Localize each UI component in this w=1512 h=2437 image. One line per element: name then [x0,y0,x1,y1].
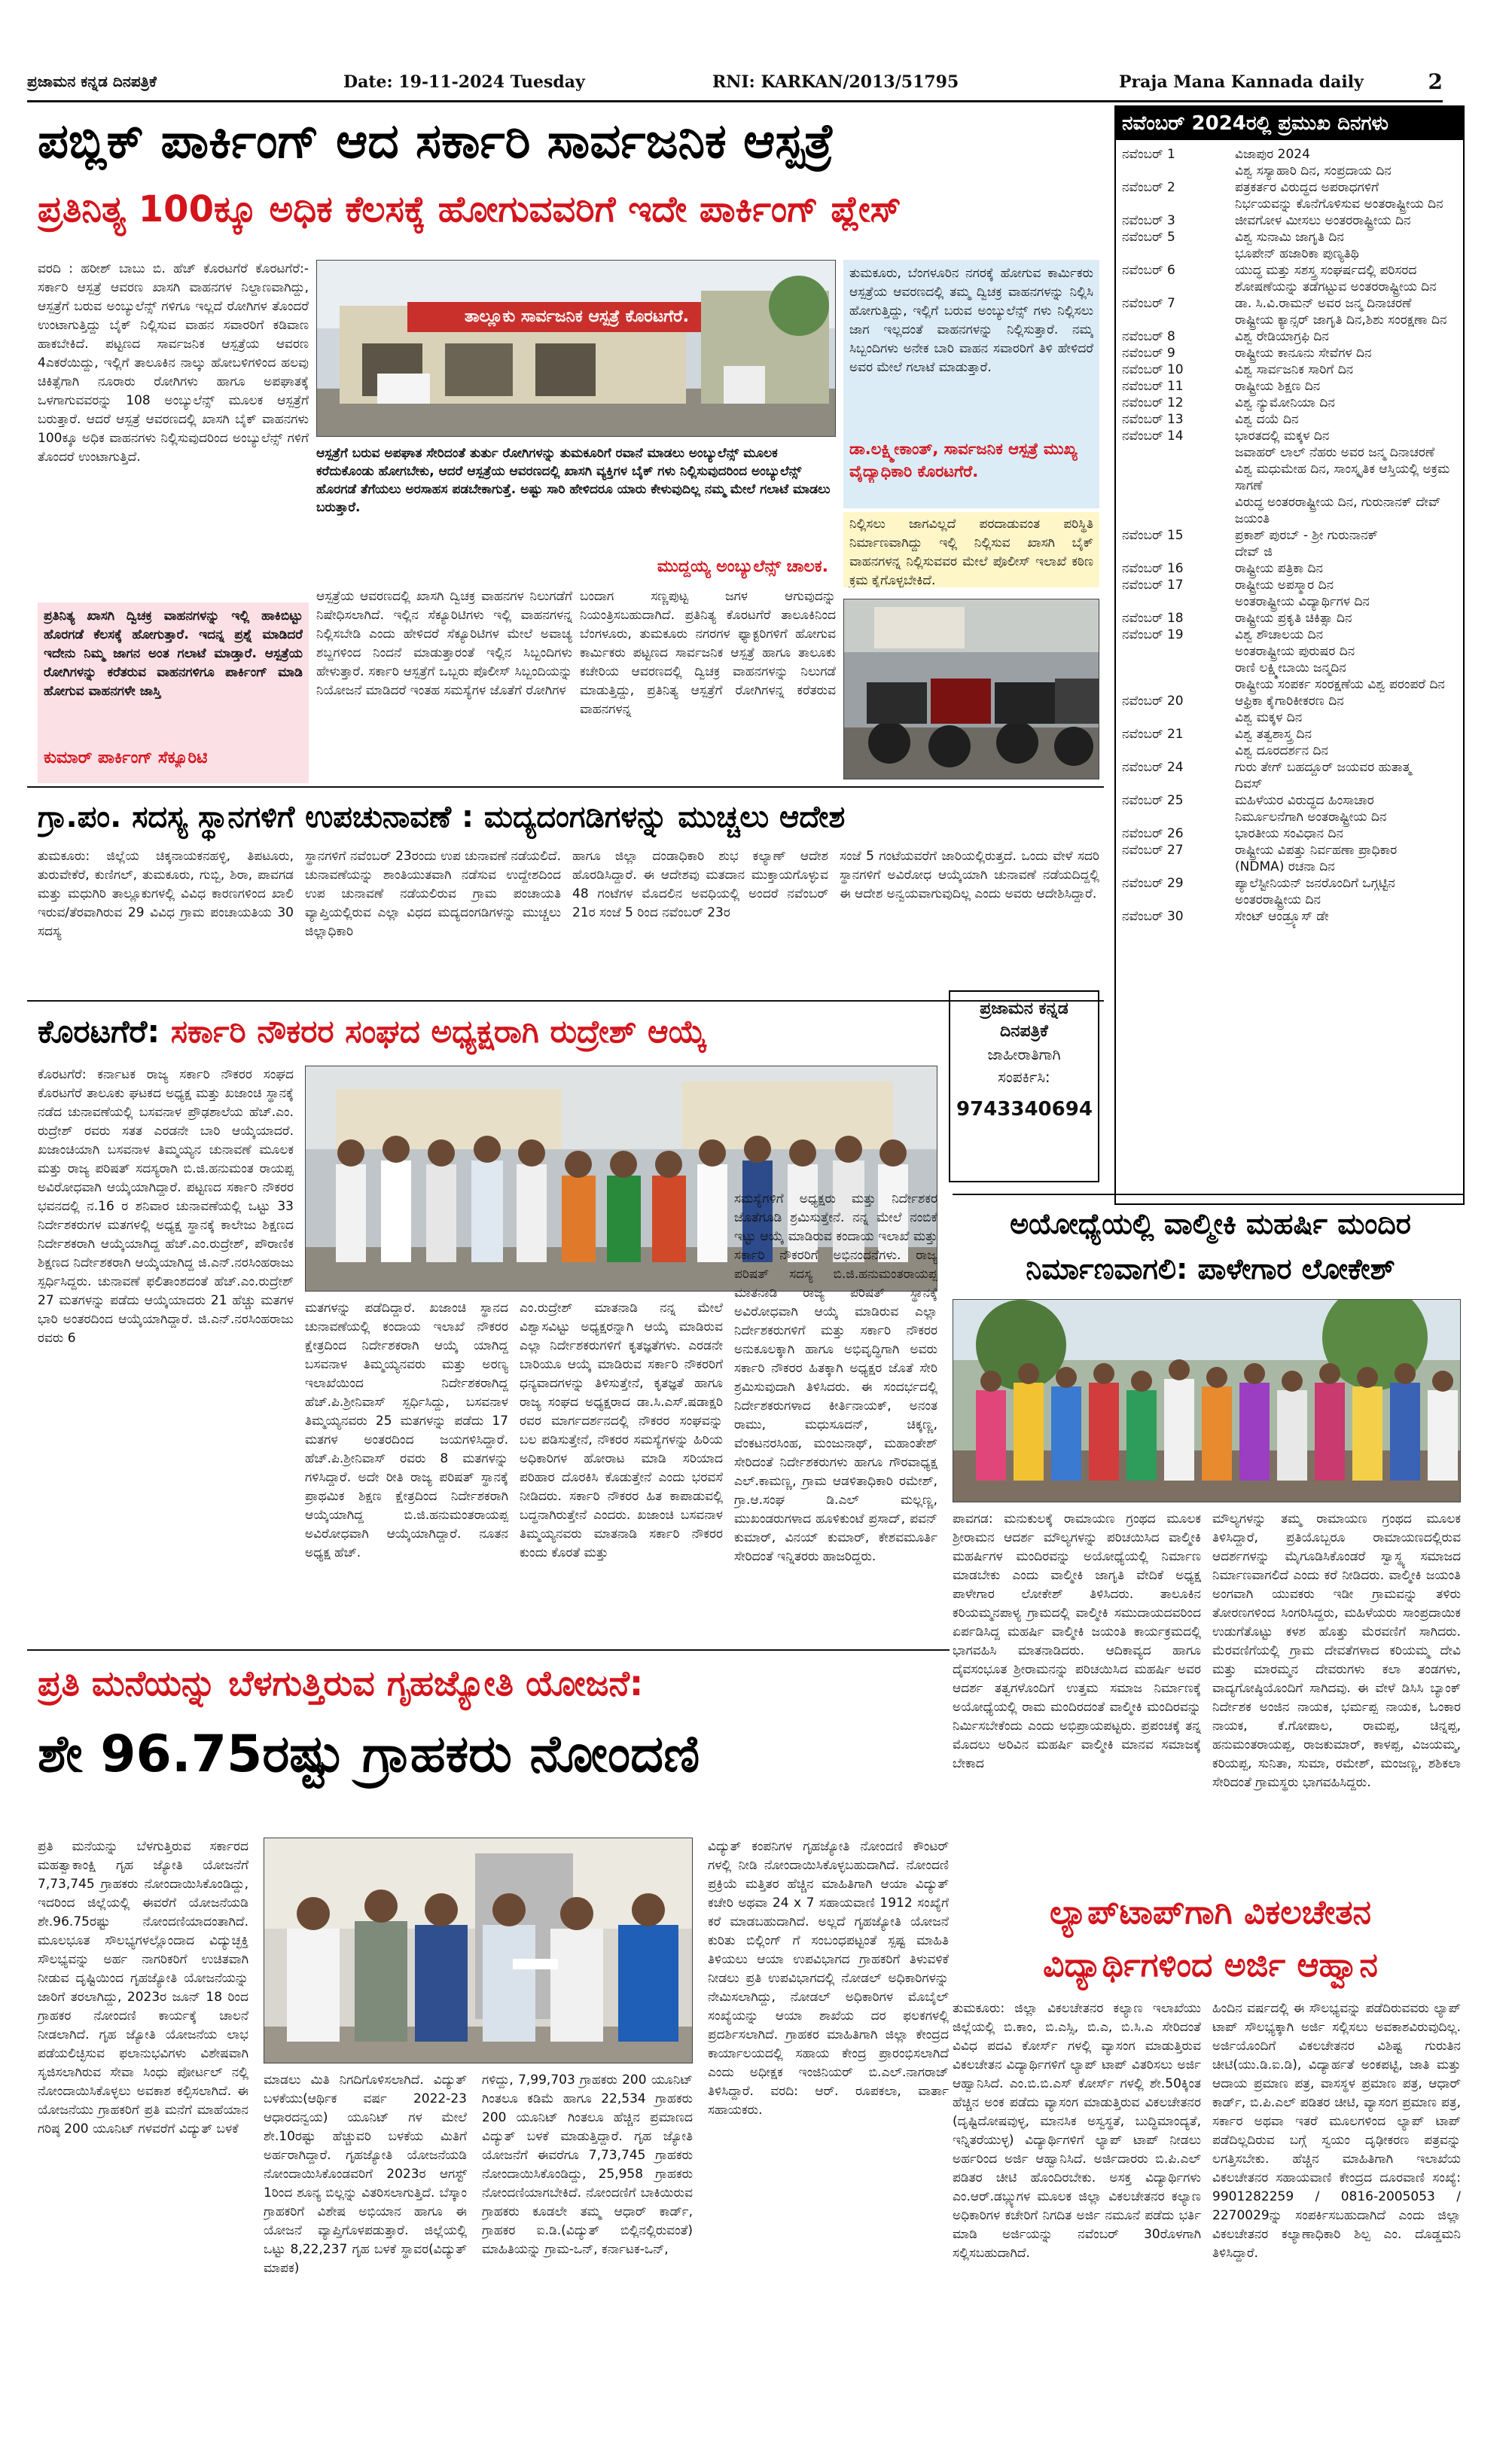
important-day-row [1122,610,1457,627]
story6-column-1: ತುಮಕೂರು: ಜಿಲ್ಲಾ ವಿಕಲಚೇತನರ ಕಲ್ಯಾಣ ಇಲಾಖೆಯು ಜಿಲ್ಲೆಯಲ್ಲಿ ಬಿ.ಕಾಂ, ಬಿ.ಎಸ್ಸಿ, ಬಿ.ಎ, ಬಿ.ಸಿ.ಎ ಸೇರಿದಂತೆ ವಿವಿಧ ಪದವಿ ಕೋರ್ಸ್ ಗಳಲ್ಲಿ ವ್ಯಾಸಂಗ ಮಾಡುತ್ತಿರುವ ವಿಕಲಚೇತನ ವಿದ್ಯಾರ್ಥಿಗಳಿಗೆ ಲ್ಯಾಪ್ ಟಾಪ್ ವಿತರಿಸಲು ಅರ್ಜಿ ಆಹ್ವಾನಿಸಿದೆ. ಎಂ.ಬಿ.ಬಿ.ಎಸ್ ಕೋರ್ಸ್ ಗಳಲ್ಲಿ ಶೇ.50ಕ್ಕಿಂತ ಹೆಚ್ಚಿನ ಅಂಕ ಪಡೆದು ವ್ಯಾಸಂಗ ಮಾಡುತ್ತಿರುವ ವಿಕಲಚೇತನರ (ದೃಷ್ಟಿದೋಷವುಳ್ಳ, ಮಾನಸಿಕ ಅಸ್ವಸ್ಥತೆ, ಬುದ್ಧಿಮಾಂದ್ಯತೆ, ಇನ್ನಿತರೆಯುಳ್ಳ) ವಿದ್ಯಾರ್ಥಿಗಳಿಗೆ ಲ್ಯಾಪ್ ಟಾಪ್ ನೀಡಲು ಅರ್ಹರಿಂದ ಅರ್ಜಿ ಆಹ್ವಾನಿಸಿದೆ. ಅರ್ಜಿದಾರರು ಬಿ.ಪಿ.ಎಲ್ ಪಡಿತರ ಚೀಟಿ ಹೊಂದಿರಬೇಕು. ಅಸಕ್ತ ವಿದ್ಯಾರ್ಥಿಗಳು ಎಂ.ಆರ್.ಡಬ್ಲ್ಯುಗಳ ಮೂಲಕ ಜಿಲ್ಲಾ ವಿಕಲಚೇತನರ ಕಲ್ಯಾಣ ಅಧಿಕಾರಿಗಳ ಕಚೇರಿಗೆ ನಿಗದಿತ ಅರ್ಜಿ ನಮೂನೆ ಪಡೆದು ಭರ್ತಿ ಮಾಡಿ ಅರ್ಜಿಯನ್ನು ನವೆಂಬರ್ 30ರೊಳಗಾಗಿ ಸಲ್ಲಿಸಬಹುದಾಗಿದೆ. [953,2001,1201,2261]
important-day-date: ನವೆಂಬರ್ 15 [1122,528,1184,543]
important-day-date: ನವೆಂಬರ್ 27 [1122,843,1184,858]
sidebar-title: ನವೆಂಬರ್ 2024ರಲ್ಲಿ ಪ್ರಮುಖ ದಿನಗಳು [1116,107,1463,140]
important-day-title: ಯುದ್ಧ ಮತ್ತು ಸಶಸ್ತ್ರ ಸಂಘರ್ಷದಲ್ಲಿ ಪರಿಸರದ [1235,263,1417,278]
important-day-date: ನವೆಂಬರ್ 5 [1122,230,1175,245]
important-day-row [1122,825,1457,842]
important-day-title: ವಿಶ್ವ ನ್ಯುಮೋನಿಯಾ ದಿನ [1235,395,1335,410]
important-day-title: ಡಾ. ಸಿ.ವಿ.ರಾಮನ್ ಅವರ ಜನ್ಮ ದಿನಾಚರಣೆ [1235,296,1412,311]
important-day-row [1122,212,1457,229]
story4-column-3: ಗಳಿದ್ದು, 7,99,703 ಗ್ರಾಹಕರು 200 ಯೂನಿಟ್ ಗಿಂತಲೂ ಕಡಿಮೆ ಹಾಗೂ 22,534 ಗ್ರಾಹಕರು 200 ಯೂನಿಟ್ ಗಿಂತಲೂ ಹೆಚ್ಚಿನ ಪ್ರಮಾಣದ ವಿದ್ಯುತ್ ಬಳಕೆ ಮಾಡುತ್ತಿದ್ದಾರೆ. ಗೃಹ ಜ್ಯೋತಿ ಯೋಜನೆಗೆ ಈವರೆಗೂ 7,73,745 ಗ್ರಾಹಕರು ನೋಂದಾಯಿಸಿಕೊಂಡಿದ್ದು, 25,958 ಗ್ರಾಹಕರು ನೋಂದಣಿಯಾಗಬೇಕಿದೆ. ನೋಂದಣಿಗೆ ಬಾಕಿಯಿರುವ ಗ್ರಾಹಕರು ಕೂಡಲೇ ತಮ್ಮ ಆಧಾರ್ ಕಾರ್ಡ್, ಗ್ರಾಹಕರ ಐ.ಡಿ.(ವಿದ್ಯುತ್ ಬಿಲ್ಲಿನಲ್ಲಿರುವಂತೆ) ಮಾಹಿತಿಯನ್ನು ಗ್ರಾಮ-ಒನ್, ಕರ್ನಾಟಕ-ಒನ್, [482,2073,693,2257]
ad-line-2: ಸಂಪರ್ಕಿಸಿ: [998,1068,1050,1086]
important-day-row [1122,328,1457,345]
story4-column-2: ಮಾಡಲು ಮಿತಿ ನಿಗದಿಗೊಳಿಸಲಾಗಿದೆ. ವಿದ್ಯುತ್ ಬಳಕೆಯು(ಆರ್ಥಿಕ ವರ್ಷ 2022-23 ಆಧಾರದನ್ವಯ) ಯೂನಿಟ್ ಗಳ ಮೇಲೆ ಶೇ.10ರಷ್ಟು ಹೆಚ್ಚುವರಿ ಬಳಕೆಯ ಮಿತಿಗೆ ಅರ್ಹರಾಗಿದ್ದಾರೆ. ಗೃಹಜ್ಯೋತಿ ಯೋಜನೆಯಡಿ ನೋಂದಾಯಿಸಿಕೊಂಡವರಿಗೆ 2023ರ ಆಗಸ್ಟ್ 1ರಿಂದ ಶೂನ್ಯ ಬಿಲ್ಲನ್ನು ವಿತರಿಸಲಾಗುತ್ತಿದೆ. ಬೆಸ್ಕಾಂ ಗ್ರಾಹಕರಿಗೆ ವಿಶೇಷ ಅಭಿಯಾನ ಹಾಗೂ ಈ ಯೋಜನೆ ವ್ಯಾಪ್ತಿಗೊಳಪಡುತ್ತಾರೆ. ಜಿಲ್ಲೆಯಲ್ಲಿ ಒಟ್ಟು 8,22,237 ಗೃಹ ಬಳಕೆ ಸ್ಥಾವರ(ವಿದ್ಯುತ್ ಮಾಪಕ) [264,2073,467,2276]
important-day-date [1122,709,1235,726]
rule [27,1649,950,1651]
important-day-title: ನಿರ್ಭಯವನ್ನು ಕೊನೆಗೊಳಿಸುವ ಅಂತರಾಷ್ಟ್ರೀಯ ದಿನ [1235,197,1443,212]
gruhajyothi-photo [264,1838,693,2063]
story1-doctor-attribution: ಡಾ.ಲಕ್ಷ್ಮೀಕಾಂತ್, ಸಾರ್ವಜನಿಕ ಆಸ್ಪತ್ರೆ ಮುಖ್ಯ ವೈದ್ಯಾಧಿಕಾರಿ ಕೊರಟಗೆರೆ. [849,440,1078,480]
paper-name: Praja Mana Kannada daily [1119,72,1364,92]
important-day-date: ನವೆಂಬರ್ 19 [1122,627,1184,642]
important-day-row [1122,494,1457,527]
story1-note-box: ನಿಲ್ಲಿಸಲು ಜಾಗವಿಲ್ಲದೆ ಪರದಾಡುವಂತ ಪರಿಸ್ಥಿತಿ ನಿರ್ಮಾಣವಾಗಿದ್ದು ಇಲ್ಲಿ ನಿಲ್ಲಿಸುವ ಖಾಸಗಿ ಬೈಕ್ ವಾಹನಗಳನ್ನ ನಿಲ್ಲಿಸುವವರ ಮೇಲೆ ಪೊಲೀಸ್ ಇಲಾಖೆ ಕಠಿಣ ಕ್ರಮ ಕೈಗೊಳ್ಳಬೇಕಿದೆ. [843,512,1099,587]
important-day-row [1122,693,1457,709]
story6-column-2: ಹಿಂದಿನ ವರ್ಷದಲ್ಲಿ ಈ ಸೌಲಭ್ಯವನ್ನು ಪಡೆದಿರುವವರು ಲ್ಯಾಪ್ ಟಾಪ್ ಸೌಲಭ್ಯಕ್ಕಾಗಿ ಅರ್ಜಿ ಸಲ್ಲಿಸಲು ಅವಕಾಶವಿರುವುದಿಲ್ಲ. ಅರ್ಜಿಯೊಂದಿಗೆ ವಿಕಲಚೇತನರ ವಿಶಿಷ್ಟ ಗುರುತಿನ ಚೀಟಿ(ಯು.ಡಿ.ಐ.ಡಿ), ವಿದ್ಯಾರ್ಹತೆ ಅಂಕಪಟ್ಟಿ, ಜಾತಿ ಮತ್ತು ಆದಾಯ ಪ್ರಮಾಣ ಪತ್ರ, ವಾಸಸ್ಥಳ ಪ್ರಮಾಣ ಪತ್ರ, ಆಧಾರ್ ಕಾರ್ಡ್, ಬಿ.ಪಿ.ಎಲ್ ಪಡಿತರ ಚೀಟಿ, ವ್ಯಾಸಂಗ ಪ್ರಮಾಣ ಪತ್ರ, ಸರ್ಕಾರ ಅಥವಾ ಇತರೆ ಮೂಲಗಳಿಂದ ಲ್ಯಾಪ್ ಟಾಪ್ ಪಡೆದಿಲ್ಲದಿರುವ ಬಗ್ಗೆ ಸ್ವಯಂ ದೃಢೀಕರಣ ಪತ್ರವನ್ನು ಲಗತ್ತಿಸಬೇಕು. ಹೆಚ್ಚಿನ ಮಾಹಿತಿಗಾಗಿ ಇಲಾಖೆಯ ವಿಕಲಚೇತನರ ಸಹಾಯವಾಣಿ ಕೇಂದ್ರದ ದೂರವಾಣಿ ಸಂಖ್ಯೆ: 9901282259 / 0816-2005053 / 2270029ನ್ನು ಸಂಪರ್ಕಿಸಬಹುದಾಗಿದೆ ಎಂದು ಜಿಲ್ಲಾ ವಿಕಲಚೇತನರ ಕಲ್ಯಾಣಾಧಿಕಾರಿ ಶಿಲ್ಪ ಎಂ. ದೊಡ್ಡಮನಿ ತಿಳಿಸಿದ್ದಾರೆ. [1212,2001,1461,2261]
important-day-row [1122,776,1457,792]
important-day-row [1122,544,1457,560]
important-day-date: ನವೆಂಬರ್ 6 [1122,263,1175,278]
important-day-title: ವಿಶ್ವ ದೂರದರ್ಶನ ದಿನ [1235,743,1328,758]
important-day-title: ವಿಶ್ವ ಶೌಚಾಲಯ ದಿನ [1235,627,1324,642]
important-day-row [1122,643,1457,660]
page-number: 2 [1428,69,1443,94]
important-day-date [1122,246,1235,262]
important-day-date: ನವೆಂಬರ್ 16 [1122,561,1184,576]
important-day-row [1122,146,1457,163]
important-day-date: ನವೆಂಬರ್ 30 [1122,909,1184,924]
important-day-title: ರಾಷ್ಟ್ರೀಯ ಪ್ರಕೃತಿ ಚಿಕಿತ್ಸಾ ದಿನ [1235,611,1352,626]
important-day-title: ದೇವ್ ಜಿ [1235,544,1273,560]
story4-subheadline: ಶೇ 96.75ರಷ್ಟು ಗ್ರಾಹಕರು ನೋಂದಣಿ [38,1725,700,1784]
story3-headline-place: ಕೊರಟಗೆರೆ: [38,1013,160,1050]
important-day-date: ನವೆಂಬರ್ 25 [1122,793,1184,808]
important-day-row [1122,196,1457,212]
important-day-date [1122,676,1235,693]
important-day-title: ಸೇಂಟ್ ಆಂಡ್ರ್ಯೂಸ್ ಡೇ [1235,909,1329,924]
important-day-date: ನವೆಂಬರ್ 8 [1122,329,1175,344]
important-day-date: ನವೆಂಬರ್ 18 [1122,611,1184,626]
story1-column-1: ವರದಿ : ಹರೀಶ್ ಬಾಬು ಬಿ. ಹೆಚ್ ಕೊರಟಗೆರೆ ಕೊರಟಗೆರೆ:- ಸರ್ಕಾರಿ ಆಸ್ಪತ್ರೆ ಆವರಣ ಖಾಸಗಿ ವಾಹನಗಳ ನಿಲ್ದಾಣವಾಗಿದ್ದು, ಆಸ್ಪತ್ರೆಗೆ ಬರುವ ಅಂಬ್ಯುಲೆನ್ಸ್ ಗಳಿಗೂ ಇಲ್ಲದೆ ರೋಗಿಗಳ ತೊಂದರೆ ಉಂಟಾಗುತ್ತಿದ್ದು ಬೈಕ್ ನಿಲ್ಲಿಸುವ ವಾಹನ ಸವಾರರಿಗೆ ಕಡಿವಾಣ ಹಾಕಬೇಕಿದೆ. ಪಟ್ಟಣದ ಸಾರ್ವಜನಿಕ ಆಸ್ಪತ್ರೆಯ ಆವರಣ 4ಎಕರೆಯಿದ್ದು, ಇಲ್ಲಿಗೆ ತಾಲೂಕಿನ ನಾಲ್ಕು ಹೋಬಳಿಗಳಿಂದ ಹಲವು ಚಿಕಿತ್ಸೆಗಾಗಿ ನೂರಾರು ರೋಗಿಗಳು ಹಾಗೂ ಅಪಘಾತಕ್ಕೆ ಒಳಗಾಗುವವರನ್ನು 108 ಅಂಬ್ಯುಲೆನ್ಸ್ ಮೂಲಕ ಆಸ್ಪತ್ರೆಗೆ ಬರುತ್ತಾರೆ. ಆದರೆ ಆಸ್ಪತ್ರೆ ಆವರಣದಲ್ಲಿ ಖಾಸಗಿ ಬೈಕ್ ವಾಹನಗಳು 100ಕ್ಕೂ ಅಧಿಕ ವಾಹನಗಳು ನಿಲ್ಲಿಸುವುದರಿಂದ ಅಂಬ್ಯುಲೆನ್ಸ್ ಗಳಿಗೆ ತೊಂದರೆ ಉಂಟಾಗುತ್ತಿದೆ. [38,261,309,465]
advertisement-box [949,990,1099,1182]
important-day-title: ಅಂತರಾಷ್ಟ್ರೀಯ ವಿದ್ಯಾರ್ಥಿಗಳ ದಿನ [1235,594,1370,609]
story1-driver-attribution: ಮುದ್ದಯ್ಯ ಅಂಬ್ಯುಲೆನ್ಸ್ ಚಾಲಕ. [657,557,828,576]
important-day-date: ನವೆಂಬರ್ 9 [1122,346,1175,361]
story3-column-1: ಕೊರಟಗೆರೆ: ಕರ್ನಾಟಕ ರಾಜ್ಯ ಸರ್ಕಾರಿ ನೌಕರರ ಸಂಘದ ಕೊರಟಗೆರೆ ತಾಲೂಕು ಘಟಕದ ಅಧ್ಯಕ್ಷ ಮತ್ತು ಖಜಾಂಚಿ ಸ್ಥಾನಕ್ಕೆ ನಡೆದ ಚುನಾವಣೆಯಲ್ಲಿ ಬಸವನಾಳ ಪ್ರೌಢಶಾಲೆಯ ಹೆಚ್.ಎಂ. ರುದ್ರೇಶ್ ರವರು ಸತತ ಎರಡನೇ ಬಾರಿ ಆಯ್ಕೆಯಾದರೆ. ಖಜಾಂಚಿಯಾಗಿ ಬಸವನಾಳ ತಿಮ್ಮಯ್ಯನ ಚುನಾವಣೆ ಮೂಲಕ ಮತ್ತು ರಾಜ್ಯ ಪರಿಷತ್ ಸದಸ್ಯರಾಗಿ ಬಿ.ಜಿ.ಹನುಮಂತ ರಾಯಪ್ಪ ಅವಿರೋಧವಾಗಿ ಆಯ್ಕೆಯಾಗಿದ್ದಾರೆ. ಪಟ್ಟಣದ ಸರ್ಕಾರಿ ನೌಕರರ ಭವನದಲ್ಲಿ ನ.16 ರ ಶನಿವಾರ ಚುನಾವಣೆಯಲ್ಲಿ ಒಟ್ಟು 33 ನಿರ್ದೇಶಕರುಗಳ ಮತಗಳಲ್ಲಿ ಅಧ್ಯಕ್ಷ ಸ್ಥಾನಕ್ಕೆ ಕಾಲೇಜು ಶಿಕ್ಷಣದ ನಿರ್ದೇಶಕರಾಗಿ ಆಯ್ಕೆಯಾಗಿದ್ದ ಹೆಚ್.ಎಂ.ರುದ್ರೇಶ್, ಪೌರಾಣಿಕ ಶಿಕ್ಷಣದ ನಿರ್ದೇಶಕರಾಗಿ ಆಯ್ಕೆಯಾಗಿದ್ದ ಜಿ.ಎನ್.ನರಸಿಂಹರಾಜು ಸ್ಪರ್ಧಿಸಿದ್ದರು. ಚುನಾವಣೆ ಫಲಿತಾಂಶದಂತೆ ಹೆಚ್.ಎಂ.ರುದ್ರೇಶ್ 27 ಮತಗಳನ್ನು ಪಡೆದು ಆಯ್ಕೆಯಾದರು 21 ಹೆಚ್ಚು ಮತಗಳ ಭಾರಿ ಅಂತರದಿಂದ ಆಯ್ಕೆಯಾಗಿದ್ದಾರೆ. ಜಿ.ಎನ್.ನರಸಿಂಹರಾಜು ರವರು 6 [38,1067,294,1346]
story6-headline-line-2: ವಿದ್ಯಾರ್ಥಿಗಳಿಂದ ಅರ್ಜಿ ಆಹ್ವಾನ [1043,1946,1378,1984]
story5-column-1: ಪಾವಗಡ: ಮನುಕುಲಕ್ಕೆ ರಾಮಾಯಣ ಗ್ರಂಥದ ಮೂಲಕ ಶ್ರೀರಾಮನ ಆದರ್ಶ ಮೌಲ್ಯಗಳನ್ನು ಪರಿಚಯಿಸಿದ ವಾಲ್ಮೀಕಿ ಮಹರ್ಷಿಗಳ ಮಂದಿರವನ್ನು ಅಯೋಧ್ಯೆಯಲ್ಲಿ ನಿರ್ಮಾಣ ಮಾಡಬೇಕು ಎಂದು ವಾಲ್ಮೀಕಿ ಜಾಗೃತಿ ವೇದಿಕೆ ಅಧ್ಯಕ್ಷ ಪಾಳೇಗಾರ ಲೋಕೇಶ್ ತಿಳಿಸಿದರು. ತಾಲೂಕಿನ ಕರಿಯಮ್ಮನಪಾಳ್ಯ ಗ್ರಾಮದಲ್ಲಿ ವಾಲ್ಮೀಕಿ ಸಮುದಾಯದವರಿಂದ ಏರ್ಪಡಿಸಿದ್ದ ಮಹರ್ಷಿ ವಾಲ್ಮೀಕಿ ಜಯಂತಿ ಕಾರ್ಯಕ್ರಮದಲ್ಲಿ ಭಾಗವಹಿಸಿ ಮಾತನಾಡಿದರು. ಆದಿಕಾವ್ಯದ ಹಾಗೂ ದೈವಸಂಭೂತ ಶ್ರೀರಾಮನನ್ನು ಪರಿಚಯಿಸಿದ ಮಹರ್ಷಿ ಅವರ ಆದರ್ಶ ತತ್ವಗಳೊಂದಿಗೆ ಉತ್ತಮ ಸಮಾಜ ನಿರ್ಮಾಣಕ್ಕೆ ಅಯೋಧ್ಯೆಯಲ್ಲಿ ರಾಮ ಮಂದಿರದಂತೆ ವಾಲ್ಮೀಕಿ ಮಂದಿರವನ್ನು ನಿರ್ಮಿಸಬೇಕೆಂದು ಎಂದು ಅಭಿಪ್ರಾಯಪಟ್ಟರು. ಪ್ರಪಂಚಕ್ಕೆ ತನ್ನ ಮೊದಲು ಅರಿವಿನ ಮಹರ್ಷಿ ವಾಲ್ಮೀಕಿ ಮಾನವ ಸಮಾಜಕ್ಕೆ ಬೇಕಾದ [953,1511,1201,1771]
important-day-date: ನವೆಂಬರ್ 14 [1122,429,1184,444]
rni-number: RNI: KARKAN/2013/51795 [712,72,959,92]
important-day-date [1122,279,1235,295]
rule [27,1000,1104,1002]
important-day-title: ಭೂಪೇನ್ ಹಜಾರಿಕಾ ಪುಣ್ಯತಿಥಿ [1235,246,1359,261]
important-day-title: ಜೀವಗೋಳ ಮೀಸಲು ಅಂತರರಾಷ್ಟ್ರೀಯ ದಿನ [1235,213,1411,228]
important-day-date [1122,809,1235,825]
ad-title: ಪ್ರಜಾಮನ ಕನ್ನಡ ದಿನಪತ್ರಿಕೆ [980,999,1068,1041]
important-day-title: ಭಾರತದಲ್ಲಿ ಮಕ್ಕಳ ದಿನ [1235,429,1330,444]
important-day-title: (NDMA) ರಚನಾ ದಿನ [1235,859,1335,874]
important-day-row [1122,444,1457,461]
important-day-date [1122,743,1235,759]
ad-phone-number: 9743340694 [956,1098,1093,1121]
story3-column-2: ಮತಗಳನ್ನು ಪಡೆದಿದ್ದಾರೆ. ಖಜಾಂಚಿ ಸ್ಥಾನದ ಚುನಾವಣೆಯಲ್ಲಿ ಕಂದಾಯ ಇಲಾಖೆ ನೌಕರರ ಕ್ಷೇತ್ರದಿಂದ ನಿರ್ದೇಶಕರಾಗಿ ಆಯ್ಕೆ ಯಾಗಿದ್ದ ಬಸವನಾಳ ತಿಮ್ಮಯ್ಯನವರು ಮತ್ತು ಅರಣ್ಯ ಇಲಾಖೆಯಿಂದ ನಿರ್ದೇಶಕರಾಗಿದ್ದ ಹೆಚ್.ಪಿ.ಶ್ರೀನಿವಾಸ್ ಸ್ಪರ್ಧಿಸಿದ್ದು, ಬಸವನಾಳ ತಿಮ್ಮಯ್ಯನವರು 25 ಮತಗಳನ್ನು ಪಡೆದು 17 ಮತಗಳ ಅಂತರದಿಂದ ಜಯಗಳಿಸಿದ್ದಾರೆ. ಹೆಚ್.ಪಿ.ಶ್ರೀನಿವಾಸ್ ರವರು 8 ಮತಗಳನ್ನು ಗಳಿಸಿದ್ದಾರೆ. ಅದೇ ರೀತಿ ರಾಜ್ಯ ಪರಿಷತ್ ಸ್ಥಾನಕ್ಕೆ ಪ್ರಾಥಮಿಕ ಶಿಕ್ಷಣ ಕ್ಷೇತ್ರದಿಂದ ನಿರ್ದೇಶಕರಾಗಿ ಆಯ್ಕೆಯಾಗಿದ್ದ ಬಿ.ಜಿ.ಹನುಮಂತರಾಯಪ್ಪ ಅವಿರೋಧವಾಗಿ ಆಯ್ಕೆಯಾಗಿದ್ದಾರೆ. ನೂತನ ಅಧ್ಯಕ್ಷ ಹೆಚ್. [305,1301,508,1560]
important-day-title: ಅಂತರಾಷ್ಟ್ರೀಯ ಪುರುಷರ ದಿನ [1235,644,1355,659]
important-day-date: ನವೆಂಬರ್ 24 [1122,760,1184,775]
story5-column-2: ಮೌಲ್ಯಗಳನ್ನು ತಮ್ಮ ರಾಮಾಯಣ ಗ್ರಂಥದ ಮೂಲಕ ತಿಳಿಸಿದ್ದಾರೆ, ಪ್ರತಿಯೊಬ್ಬರೂ ರಾಮಾಯಣದಲ್ಲಿರುವ ಆದರ್ಶಗಳನ್ನು ಮೈಗೂಡಿಸಿಕೊಂಡರೆ ಸ್ವಾಸ್ಥ್ಯ ಸಮಾಜದ ನಿರ್ಮಾಣವಾಗಲಿದೆ ಎಂದು ಕರೆ ನೀಡಿದರು. ವಾಲ್ಮೀಕಿ ಜಯಂತಿ ಅಂಗವಾಗಿ ಯುವಕರು ಇಡೀ ಗ್ರಾಮವನ್ನು ತಳಿರು ತೋರಣಗಳಿಂದ ಸಿಂಗರಿಸಿದ್ದರು, ಮಹಿಳೆಯರು ಸಾಂಪ್ರದಾಯಿಕ ಉಡುಗೆತೊಟ್ಟು ಕಳಶ ಹೊತ್ತು ಮೆರವಣಿಗೆ ಸಾಗಿದರು. ಮೆರವಣಿಗೆಯಲ್ಲಿ ಗ್ರಾಮ ದೇವತೆಗಳಾದ ಕರಿಯಮ್ಮ ದೇವಿ ಮತ್ತು ಮಾರಮ್ಮನ ದೇವರುಗಳು ಕಲಾ ತಂಡಗಳು, ವಾದ್ಯಗೋಷ್ಠಿಯೊಂದಿಗೆ ಸಾಗಿದವು. ಈ ವೇಳೆ ಡಿಸಿಸಿ ಬ್ಯಾಂಕ್ ನಿರ್ದೇಶಕ ಅಂಜಿನ ನಾಯಕ, ಭರ್ಮಪ್ಪ ನಾಯಕ, ಓಂಕಾರ ನಾಯಕ, ಕೆ.ಗೋಪಾಲ, ರಾಮಪ್ಪ, ಚಿನ್ನಪ್ಪ, ಹನುಮಂತರಾಯಪ್ಪ, ರಾಜಕುಮಾರ್, ಕಾಳಪ್ಪ, ವಿಜಯಮ್ಮ, ಕರಿಯಪ್ಪ, ಸುನಿತಾ, ಸುಮಾ, ರಮೇಶ್, ಮಂಜಣ್ಣ, ಶಶಿಕಲಾ ಸೇರಿದಂತೆ ಗ್ರಾಮಸ್ಥರು ಭಾಗವಹಿಸಿದ್ದರು. [1212,1511,1461,1790]
important-day-title: ರಾಷ್ಟ್ರೀಯ ಕಾನೂನು ಸೇವೆಗಳ ದಿನ [1235,346,1372,361]
important-day-title: ಅಂತರರಾಷ್ಟ್ರೀಯ ದಿನ [1235,892,1321,907]
important-day-row [1122,676,1457,693]
important-day-date: ನವೆಂಬರ್ 2 [1122,180,1175,195]
important-day-row [1122,428,1457,444]
important-day-title: ವಿರುದ್ಧ ಅಂತರರಾಷ್ಟ್ರೀಯ ದಿನ, ಗುರುನಾನಕ್ ದೇವ್ ಜಯಂತಿ [1235,495,1441,526]
important-day-date: ನವೆಂಬರ್ 17 [1122,578,1184,593]
important-day-title: ಗುರು ತೇಗ್ ಬಹದ್ದೂರ್ ಜಯವರ ಹುತಾತ್ಮ [1235,760,1412,775]
important-day-title: ವಿಶ್ವ ಸಸ್ಯಾಹಾರಿ ದಿನ, ಸಂಪ್ರದಾಯ ದಿನ [1235,163,1392,178]
important-day-row [1122,163,1457,179]
important-day-row [1122,246,1457,262]
important-day-row [1122,593,1457,610]
important-day-date: ನವೆಂಬರ್ 11 [1122,379,1184,394]
important-day-date [1122,461,1235,494]
important-day-row [1122,842,1457,859]
story1-subheadline: ಪ್ರತಿನಿತ್ಯ 100ಕ್ಕೂ ಅಧಿಕ ಕೆಲಸಕ್ಕೆ ಹೋಗುವವರಿಗೆ ಇದೇ ಪಾರ್ಕಿಂಗ್ ಪ್ಲೇಸ್ [38,188,901,230]
important-day-date: ನವೆಂಬರ್ 1 [1122,147,1175,162]
story1-column-3: ಆಸ್ಪತ್ರೆಯ ಆವರಣದಲ್ಲಿ ಖಾಸಗಿ ದ್ವಿಚಕ್ರ ವಾಹನಗಳ ನಿಲುಗಡೆಗೆ ನಿಷೇಧಿಸಲಾಗಿದೆ. ಇಲ್ಲಿನ ಸೆಕ್ಯೂರಿಟಿಗಳು ಇಲ್ಲಿ ವಾಹನಗಳನ್ನ ನಿಲ್ಲಿಸಬೇಡಿ ಎಂದು ಹೇಳಿದರೆ ಸೆಕ್ಯೂರಿಟಿಗಳ ಮೇಲೆ ಅವಾಚ್ಯ ಶಬ್ದಗಳಿಂದ ನಿಂದನೆ ಮಾಡುತ್ತಾರಂತೆ ಇಲ್ಲಿನ ಸಿಬ್ಬಂದಿಗಳು ಹೇಳುತ್ತಾರೆ. ಸರ್ಕಾರಿ ಆಸ್ಪತ್ರೆಗೆ ಒಬ್ಬರು ಪೊಲೀಸ್ ಸಿಬ್ಬಂದಿಯನ್ನು ನಿಯೋಜನೆ ಮಾಡಿದರೆ ಇಂತಹ ಸಮಸ್ಯೆಗಳ ಜೊತೆಗೆ ರೋಗಿಗಳ [316,589,572,698]
important-day-row [1122,792,1457,809]
important-day-row [1122,759,1457,776]
important-day-title: ವಿಶ್ವ ದಯೆ ದಿನ [1235,412,1299,427]
important-day-row [1122,279,1457,295]
important-day-date: ನವೆಂಬರ್ 29 [1122,876,1184,891]
important-day-date [1122,312,1235,328]
important-days-sidebar [1114,105,1465,1205]
important-day-row [1122,709,1457,726]
important-day-row [1122,875,1457,892]
important-day-date [1122,643,1235,660]
important-day-title: ವಿಶ್ವ ಮಕ್ಕಳ ದಿನ [1235,710,1303,725]
important-day-row [1122,660,1457,676]
important-day-title: ಪ್ರಕಾಶ್ ಪುರಬ್ - ಶ್ರೀ ಗುರುನಾನಕ್ [1235,528,1378,543]
important-day-row [1122,262,1457,279]
ad-line-1: ಜಾಹೀರಾತಿಗಾಗಿ [987,1045,1061,1063]
story1-quote-attribution: ಕುಮಾರ್ ಪಾರ್ಕಿಂಗ್ ಸೆಕ್ಯೂರಿಟಿ [44,749,208,767]
story3-headline-main: ಸರ್ಕಾರಿ ನೌಕರರ ಸಂಘದ ಅಧ್ಯಕ್ಷರಾಗಿ ರುದ್ರೇಶ್ ಆಯ್ಕೆ [170,1013,707,1050]
story2-column-3: ಹಾಗೂ ಜಿಲ್ಲಾ ದಂಡಾಧಿಕಾರಿ ಶುಭ ಕಲ್ಯಾಣ್ ಆದೇಶ ಹೊರಡಿಸಿದ್ದಾರೆ. ಈ ಆದೇಶವು ಮತದಾನ ಮುಕ್ತಾಯಗೊಳ್ಳುವ 48 ಗಂಟೆಗಳ ಮೊದಲಿನ ಅವಧಿಯಲ್ಲಿ ಅಂದರೆ ನವೆಂಬರ್ 21ರ ಸಂಜೆ 5 ರಿಂದ ನವೆಂಬರ್ 23ರ [572,849,828,920]
story6-headline-line-1: ಲ್ಯಾಪ್‌ಟಾಪ್‌ಗಾಗಿ ವಿಕಲಚೇತನ [1049,1893,1372,1932]
important-day-title: ರಾಷ್ಟ್ರೀಯ ಪತ್ರಿಕಾ ದಿನ [1235,561,1323,576]
important-day-date: ನವೆಂಬರ್ 3 [1122,213,1175,228]
important-day-title: ವಿಶ್ವ ರೇಡಿಯಾಗ್ರಫಿ ದಿನ [1235,329,1329,344]
important-day-date [1122,163,1235,179]
important-day-row [1122,560,1457,577]
important-day-title: ವಿಶ್ವ ತತ್ವಶಾಸ್ತ್ರ ದಿನ [1235,727,1312,742]
important-day-title: ಮಹಿಳೆಯರ ವಿರುದ್ಧದ ಹಿಂಸಾಚಾರ [1235,793,1374,808]
important-day-title: ರಾಷ್ಟ್ರೀಯ ಕ್ಯಾನ್ಸರ್ ಜಾಗೃತಿ ದಿನ,ಶಿಶು ಸಂರಕ್ಷಣಾ ದಿನ [1235,313,1447,328]
important-day-title: ವಿಶ್ವ ಸಾರ್ವಜನಿಕ ಸಾರಿಗೆ ದಿನ [1235,362,1354,377]
page-header [27,69,1443,102]
important-day-title: ಶೋಷಣೆಯನ್ನು ತಡೆಗಟ್ಟುವ ಅಂತರರಾಷ್ಟ್ರೀಯ ದಿನ [1235,279,1437,294]
masthead: ಪ್ರಜಾಮನ ಕನ್ನಡ ದಿನಪತ್ರಿಕೆ [27,72,157,90]
story1-quote-text: ಪ್ರತಿನಿತ್ಯ ಖಾಸಗಿ ದ್ವಿಚಕ್ರ ವಾಹನಗಳನ್ನು ಇಲ್ಲಿ ಹಾಕಿಬಿಟ್ಟು ಹೊರಗಡೆ ಕೆಲಸಕ್ಕೆ ಹೋಗುತ್ತಾರೆ. ಇದನ್ನ ಪ್ರಶ್ನೆ ಮಾಡಿದರೆ ಇದೇನು ನಿಮ್ಮ ಜಾಗನ ಅಂತ ಗಲಾಟೆ ಮಾಡ್ತಾರೆ. ಆಸ್ಪತ್ರೆಯ ರೋಗಿಗಳನ್ನು ಕರೆತರುವ ವಾಹನಗಳಿಗೂ ಪಾರ್ಕಿಂಗ್ ಮಾಡಿ ಹೋಗುವ ವಾಹನಗಳೇ ಜಾಸ್ತಿ [44,608,303,699]
important-day-date [1122,859,1235,875]
important-day-row [1122,892,1457,908]
story3-column-4: ಸಮಸ್ಯೆಗಳಿಗೆ ಅಧ್ಯಕ್ಷರು ಮತ್ತು ನಿರ್ದೇಶಕರ ಜೊತೆಗೂಡಿ ಶ್ರಮಿಸುತ್ತೇನೆ. ನನ್ನ ಮೇಲೆ ನಂಬಿಕೆ ಇಟ್ಟು ಆಯ್ಕೆ ಮಾಡಿರುವ ಕಂದಾಯ ಇಲಾಖೆ ಮತ್ತು ಸರ್ಕಾರಿ ನೌಕರರಿಗೆ ಅಭಿನಂದನೆಗಳು. ರಾಜ್ಯ ಪರಿಷತ್ ಸದಸ್ಯ ಬಿ.ಜಿ.ಹನುಮಂತರಾಯಪ್ಪ ಮಾತನಾಡಿ ರಾಜ್ಯ ಪರಿಷತ್ ಸ್ಥಾನಕ್ಕೆ ಅವಿರೋಧವಾಗಿ ಆಯ್ಕೆ ಮಾಡಿರುವ ಎಲ್ಲಾ ನಿರ್ದೇಶಕರುಗಳಿಗೆ ಮತ್ತು ಸರ್ಕಾರಿ ನೌಕರರ ಅನುಕೂಲಕ್ಕಾಗಿ ಹಾಗೂ ಅಭಿವೃದ್ಧಿಗಾಗಿ ಅವರು ಸರ್ಕಾರಿ ನೌಕರರ ಹಿತಕ್ಕಾಗಿ ಅಧ್ಯಕ್ಷರ ಜೊತೆ ಸೇರಿ ಶ್ರಮಿಸುವುದಾಗಿ ತಿಳಿಸಿದರು. ಈ ಸಂದರ್ಭದಲ್ಲಿ ನಿರ್ದೇಶಕರುಗಳಾದ ಕೀರ್ತಿನಾಯಕ್, ಅನಂತ ರಾಮು, ಮಧುಸೂದನ್, ಚಿಕ್ಕಣ್ಣ, ವೆಂಕಟನರಸಿಂಹ, ಮಂಜುನಾಥ್, ಮಹಾಂತೇಶ್ ಸೇರಿದಂತೆ ನಿರ್ದೇಶಕರುಗಳು ಹಾಗೂ ಗೌರವಾಧ್ಯಕ್ಷ ಎಲ್.ಕಾಮಣ್ಣ, ಗ್ರಾಮ ಆಡಳಿತಾಧಿಕಾರಿ ರಮೇಶ್, ಗ್ರಾ.ಆ.ಸಂಘ ಡಿ.ಎಲ್ ಮಲ್ಲಣ್ಣ, ಮುಖಂಡರುಗಳಾದ ಹೂಳಿಕುಂಟೆ ಪ್ರಸಾದ್, ಪವನ್ ಕುಮಾರ್, ವಿನಯ್ ಕುಮಾರ್, ಕೇಶವಮೂರ್ತಿ ಸೇರಿದಂತೆ ಇನ್ನಿತರರು ಹಾಜರಿದ್ದರು. [734,1191,937,1564]
story1-doctor-quote: ತುಮಕೂರು, ಬೆಂಗಳೂರಿನ ನಗರಕ್ಕೆ ಹೋಗುವ ಕಾರ್ಮಿಕರು ಆಸ್ಪತ್ರೆಯ ಆವರಣದಲ್ಲಿ ತಮ್ಮ ದ್ವಿಚಕ್ರ ವಾಹನಗಳನ್ನು ನಿಲ್ಲಿಸಿ ಹೋಗುತ್ತಿದ್ದು, ಇಲ್ಲಿಗೆ ಬರುವ ಅಂಬ್ಯುಲೆನ್ಸ್ ಗಳು ನಿಲ್ಲಿಸಲು ಜಾಗ ಇಲ್ಲದಂತೆ ವಾಹನಗಳನ್ನು ನಿಲ್ಲಿಸುತ್ತಾರೆ. ನಮ್ಮ ಸಿಬ್ಬಂದಿಗಳು ಅನೇಕ ಬಾರಿ ವಾಹನ ಸವಾರರಿಗೆ ತಿಳಿ ಹೇಳಿದರೆ ಅವರ ಮೇಲೆ ಗಲಾಟೆ ಮಾಡುತ್ತಾರೆ. [849,266,1093,375]
story1-quote-box [38,602,309,783]
important-day-row [1122,726,1457,743]
important-day-title: ವಿಜಾಪುರ 2024 [1235,147,1310,162]
important-day-title: ಭಾರತೀಯ ಸಂವಿಧಾನ ದಿನ [1235,826,1343,841]
important-day-date: ನವೆಂಬರ್ 26 [1122,826,1184,841]
important-day-date [1122,444,1235,461]
important-day-title: ಪ್ಯಾಲೆಸ್ಟೀನಿಯನ್ ಜನರೊಂದಿಗೆ ಒಗ್ಗಟ್ಟಿನ [1235,876,1395,891]
important-day-title: ವಿಶ್ವ ಸುನಾಮಿ ಜಾಗೃತಿ ದಿನ [1235,230,1344,245]
important-day-row [1122,743,1457,759]
story1-doctor-box [843,260,1099,508]
important-day-row [1122,908,1457,925]
important-day-row [1122,312,1457,328]
important-day-title: ನಿರ್ಮೂಲನೆಗಾಗಿ ಅಂತರಾಷ್ಟ್ರೀಯ ದಿನ [1235,810,1387,825]
story1-headline: ಪಬ್ಲಿಕ್ ಪಾರ್ಕಿಂಗ್ ಆದ ಸರ್ಕಾರಿ ಸಾರ್ವಜನಿಕ ಆಸ್ಪತ್ರೆ [38,114,834,169]
important-day-date [1122,660,1235,676]
important-day-date: ನವೆಂಬರ್ 12 [1122,395,1184,410]
important-day-title: ಆಫ್ರಿಕಾ ಕೈಗಾರಿಕೀಕರಣ ದಿನ [1235,694,1344,709]
story2-column-4: ಸಂಜೆ 5 ಗಂಟೆಯವರೆಗೆ ಜಾರಿಯಲ್ಲಿರುತ್ತದೆ. ಒಂದು ವೇಳೆ ಸದರಿ ಸ್ಥಾನಗಳಿಗೆ ಅವಿರೋಧ ಆಯ್ಕೆಯಾಗಿ ಚುನಾವಣೆ ನಡೆಯದಿದ್ದಲ್ಲಿ ಈ ಆದೇಶ ಅನ್ವಯವಾಗುವುದಿಲ್ಲ ಎಂದು ಅವರು ಆದೇಶಿಸಿದ್ದಾರೆ. [840,849,1099,901]
important-day-title: ಪತ್ರಕರ್ತರ ವಿರುದ್ಧದ ಅಪರಾಧಗಳಿಗೆ [1235,180,1379,195]
hospital-sign: ತಾಲ್ಲೂಕು ಸಾರ್ವಜನಿಕ ಆಸ್ಪತ್ರೆ ಕೊರಟಗೆರೆ. [465,307,689,326]
important-day-date: ನವೆಂಬರ್ 13 [1122,412,1184,427]
valmiki-jayanti-photo [953,1299,1461,1502]
important-day-date [1122,892,1235,908]
story5-headline-line-1: ಅಯೋಧ್ಯೆಯಲ್ಲಿ ವಾಲ್ಮೀಕಿ ಮಹರ್ಷಿ ಮಂದಿರ [1010,1207,1411,1240]
story4-headline: ಪ್ರತಿ ಮನೆಯನ್ನು ಬೆಳಗುತ್ತಿರುವ ಗೃಹಜ್ಯೋತಿ ಯೋಜನೆ: [38,1663,644,1703]
important-day-date [1122,196,1235,212]
important-day-date: ನವೆಂಬರ್ 20 [1122,694,1184,709]
important-day-row [1122,179,1457,196]
rule [27,786,1104,788]
story3-column-3: ಎಂ.ರುದ್ರೇಶ್ ಮಾತನಾಡಿ ನನ್ನ ಮೇಲೆ ವಿಶ್ವಾಸವಿಟ್ಟು ಅಧ್ಯಕ್ಷರನ್ನಾಗಿ ಆಯ್ಕೆ ಮಾಡಿರುವ ಎಲ್ಲಾ ನಿರ್ದೇಶಕರುಗಳಿಗೆ ಕೃತಜ್ಞತೆಗಳು. ಎರಡನೇ ಬಾರಿಯೂ ಆಯ್ಕೆ ಮಾಡಿರುವ ಸರ್ಕಾರಿ ನೌಕರರಿಗೆ ಧನ್ಯವಾದಗಳನ್ನು ತಿಳಿಸುತ್ತೇನೆ, ಕೃತಜ್ಞತೆ ಹಾಗೂ ರಾಜ್ಯ ಸಂಘದ ಅಧ್ಯಕ್ಷರಾದ ಡಾ.ಸಿ.ಎಸ್.ಷಡಾಕ್ಷರಿ ರವರ ಮಾರ್ಗದರ್ಶನದಲ್ಲಿ ನೌಕರರ ಸಂಘವನ್ನು ಬಲ ಪಡಿಸುತ್ತೇನೆ, ನೌಕರರ ಸಮಸ್ಯೆಗಳನ್ನು ಹಿರಿಯ ಅಧಿಕಾರಿಗಳ ಹೋರಾಟ ಮಾಡಿ ಸರಿಯಾದ ಪರಿಹಾರ ದೊರಕಿಸಿ ಕೊಡುತ್ತೇನೆ ಎಂದು ಭರವಸೆ ನೀಡಿದರು. ಸರ್ಕಾರಿ ನೌಕರರ ಹಿತ ಕಾಪಾಡುವಲ್ಲಿ ಬದ್ಧನಾಗಿರುತ್ತೇನೆ ಎಂದರು. ಖಜಾಂಚಿ ಬಸವನಾಳ ತಿಮ್ಮಯ್ಯನವರು ಮಾತನಾಡಿ ಸರ್ಕಾರಿ ನೌಕರರ ಕುಂದು ಕೊರತೆ ಮತ್ತು [520,1301,723,1560]
important-day-date: ನವೆಂಬರ್ 21 [1122,727,1184,742]
story2-headline: ಗ್ರಾ.ಪಂ. ಸದಸ್ಯ ಸ್ಥಾನಗಳಿಗೆ ಉಪಚುನಾವಣೆ : ಮದ್ಯದಂಗಡಿಗಳನ್ನು ಮುಚ್ಚಲು ಆದೇಶ [38,800,846,834]
story4-column-4: ವಿದ್ಯುತ್ ಕಂಪನಿಗಳ ಗೃಹಜ್ಯೋತಿ ನೋಂದಣಿ ಕೌಂಟರ್ ಗಳಲ್ಲಿ ನೀಡಿ ನೋಂದಾಯಿಸಿಕೊಳ್ಳಬಹುದಾಗಿದೆ. ನೋಂದಣಿ ಪ್ರಕ್ರಿಯೆ ಮತ್ತಿತರ ಹೆಚ್ಚಿನ ಮಾಹಿತಿಗಾಗಿ ಆಯಾ ವಿದ್ಯುತ್ ಕಚೇರಿ ಅಥವಾ 24 x 7 ಸಹಾಯವಾಣಿ 1912 ಸಂಖ್ಯೆಗೆ ಕರೆ ಮಾಡಬಹುದಾಗಿದೆ. ಅಲ್ಲದೆ ಗೃಹಜ್ಯೋತಿ ಯೋಜನೆ ಕುರಿತು ಬಿಲ್ಲಿಂಗ್ ಗೆ ಸಂಬಂಧಪಟ್ಟಂತೆ ಸ್ಪಷ್ಟ ಮಾಹಿತಿ ತಿಳಿಯಲು ಆಯಾ ಉಪವಿಭಾಗದ ಗ್ರಾಹಕರಿಗೆ ತಿಳುವಳಿಕೆ ನೀಡಲು ಪ್ರತಿ ಉಪವಿಭಾಗದಲ್ಲಿ ನೋಡಲ್ ಅಧಿಕಾರಿಗಳನ್ನು ನೇಮಿಸಲಾಗಿದ್ದು, ನೋಡಲ್ ಅಧಿಕಾರಿಗಳ ಮೊಬೈಲ್ ಸಂಖ್ಯೆಯನ್ನು ಆಯಾ ಶಾಖೆಯ ದರ ಫಲಕಗಳಲ್ಲಿ ಪ್ರದರ್ಶಿಸಲಾಗಿದೆ. ಗ್ರಾಹಕರ ಮಾಹಿತಿಗಾಗಿ ಜಿಲ್ಲಾ ಕೇಂದ್ರದ ಕಾರ್ಯಾಲಯದಲ್ಲಿ ಸಹಾಯ ಕೇಂದ್ರ ಪ್ರಾರಂಭಿಸಲಾಗಿದೆ ಎಂದು ಅಧೀಕ್ಷಕ ಇಂಜಿನಿಯರ್ ಬಿ.ಎಲ್.ನಾಗರಾಜ್ ತಿಳಿಸಿದ್ದಾರೆ. ವರದಿ: ಆರ್. ರೂಪಕಲಾ, ವಾರ್ತಾ ಸಹಾಯಕರು. [708,1839,949,2118]
important-day-row [1122,295,1457,312]
sidebar-list [1116,140,1463,1200]
important-day-date: ನವೆಂಬರ್ 7 [1122,296,1175,311]
important-day-date [1122,776,1235,792]
story1-photo-caption: ಆಸ್ಪತ್ರೆಗೆ ಬರುವ ಅಪಘಾತ ಸೇರಿದಂತೆ ತುರ್ತು ರೋಗಿಗಳನ್ನು ತುಮಕೂರಿಗೆ ರವಾನೆ ಮಾಡಲು ಅಂಬ್ಯುಲೆನ್ಸ್ ಮೂಲಕ ಕರೆದುಕೊಂಡು ಹೋಗಬೇಕು, ಆದರೆ ಆಸ್ಪತ್ರೆಯ ಆವರಣದಲ್ಲಿ ಖಾಸಗಿ ವ್ಯಕ್ತಿಗಳ ಬೈಕ್ ಗಳು ನಿಲ್ಲಿಸುವುದರಿಂದ ಅಂಬ್ಯುಲೆನ್ಸ್ ಹೊರಗಡೆ ತೆಗೆಯಲು ಅರಸಾಹಸ ಪಡಬೇಕಾಗುತ್ತೆ. ಅಷ್ಟು ಸಾರಿ ಹೇಳಿದರೂ ಯಾರು ಕೇಳುವುದಿಲ್ಲ ನಮ್ಮ ಮೇಲೆ ಗಲಾಟೆ ಮಾಡಲು ಬರುತ್ತಾರೆ. [316,446,831,515]
story2-column-2: ಸ್ಥಾನಗಳಿಗೆ ನವೆಂಬರ್ 23ರಂದು ಉಪ ಚುನಾವಣೆ ನಡೆಯಲಿದೆ. ಚುನಾವಣೆಯನ್ನು ಶಾಂತಿಯುತವಾಗಿ ನಡೆಸುವ ಉದ್ದೇಶದಿಂದ ಉಪ ಚುನಾವಣೆ ನಡೆಯಲಿರುವ ಗ್ರಾಮ ಪಂಚಾಯತಿ ವ್ಯಾಪ್ತಿಯಲ್ಲಿರುವ ಎಲ್ಲಾ ವಿಧದ ಮದ್ಯದಂಗಡಿಗಳನ್ನು ಮುಚ್ಚಲು ಜಿಲ್ಲಾಧಿಕಾರಿ [305,849,561,939]
important-day-row [1122,395,1457,411]
issue-date: Date: 19-11-2024 Tuesday [343,72,585,92]
important-day-row [1122,527,1457,544]
important-day-row [1122,411,1457,428]
hospital-photo [316,260,836,437]
important-day-date [1122,544,1235,560]
important-day-title: ರಾಷ್ಟ್ರೀಯ ಅಪಸ್ಮಾರ ದಿನ [1235,578,1334,593]
important-day-row [1122,461,1457,494]
important-day-title: ರಾಷ್ಟ್ರೀಯ ಶಿಕ್ಷಣ ದಿನ [1235,379,1321,394]
important-day-title: ರಾಣಿ ಲಕ್ಷ್ಮೀಬಾಯಿ ಜನ್ಮದಿನ [1235,660,1346,676]
important-day-row [1122,809,1457,825]
important-day-date [1122,593,1235,610]
story2-column-1: ತುಮಕೂರು: ಜಿಲ್ಲೆಯ ಚಿಕ್ಕನಾಯಕನಹಳ್ಳಿ, ತಿಪಟೂರು, ತುರುವೇಕೆರೆ, ಕುಣಿಗಲ್, ತುಮಕೂರು, ಗುಬ್ಬಿ, ಶಿರಾ, ಪಾವಗಡ ಮತ್ತು ಮಧುಗಿರಿ ತಾಲ್ಲೂಕುಗಳಲ್ಲಿ ವಿವಿಧ ಕಾರಣಗಳಿಂದ ಖಾಲಿ ಇರುವ/ತೆರವಾಗಿರುವ 29 ವಿವಿಧ ಗ್ರಾಮ ಪಂಚಾಯತಿಯ 30 ಸದಸ್ಯ [38,849,294,939]
rule [953,1194,1465,1195]
important-day-title: ವಿಶ್ವ ಮಧುಮೇಹ ದಿನ, ಸಾಂಸ್ಕೃತಿಕ ಆಸ್ತಿಯಲ್ಲಿ ಅಕ್ರಮ ಸಾಗಣೆ [1235,462,1450,493]
important-day-date [1122,494,1235,527]
story5-headline-line-2: ನಿರ್ಮಾಣವಾಗಲಿ: ಪಾಳೇಗಾರ ಲೋಕೇಶ್ [1026,1252,1395,1286]
important-day-row [1122,345,1457,361]
important-day-row [1122,378,1457,395]
important-day-title: ಜವಾಹರ್ ಲಾಲ್ ನೆಹರು ಅವರ ಜನ್ಮ ದಿನಾಚರಣೆ [1235,445,1435,460]
parking-photo [843,599,1099,779]
important-day-title: ರಾಷ್ಟ್ರೀಯ ವಿಪತ್ತು ನಿರ್ವಹಣಾ ಪ್ರಾಧಿಕಾರ [1235,843,1398,858]
story3-headline [38,1005,926,1058]
story1-column-4: ಬಂದಾಗ ಸಣ್ಣಪುಟ್ಟ ಜಗಳ ಆಗುವುದನ್ನು ನಿಯಂತ್ರಿಸಬಹುದಾಗಿದೆ. ಪ್ರತಿನಿತ್ಯ ಕೊರಟಗೆರೆ ತಾಲೂಕಿನಿಂದ ಬೆಂಗಳೂರು, ತುಮಕೂರು ನಗರಗಳ ಫ್ಯಾಕ್ಟರಿಗಳಿಗೆ ಹೋಗುವ ಕಾರ್ಮಿಕರು ಪಟ್ಟಣದ ಸಾರ್ವಜನಿಕ ಆಸ್ಪತ್ರೆ ಹಾಗೂ ತಾಲೂಕು ಕಚೇರಿಯ ಆವರಣದಲ್ಲಿ ದ್ವಿಚಕ್ರ ವಾಹನಗಳನ್ನು ನಿಲುಗಡೆ ಮಾಡುತ್ತಿದ್ದು, ಪ್ರತಿನಿತ್ಯ ಆಸ್ಪತ್ರೆಗೆ ರೋಗಿಗಳನ್ನ ಕರೆತರುವ ವಾಹನಗಳನ್ನ [580,589,836,717]
important-day-row [1122,577,1457,593]
important-day-title: ದಿವಸ್ [1235,776,1263,791]
important-day-row [1122,229,1457,246]
important-day-row [1122,361,1457,378]
story4-column-1: ಪ್ರತಿ ಮನೆಯನ್ನು ಬೆಳಗುತ್ತಿರುವ ಸರ್ಕಾರದ ಮಹತ್ವಾಕಾಂಕ್ಷಿ ಗೃಹ ಜ್ಯೋತಿ ಯೋಜನೆಗೆ 7,73,745 ಗ್ರಾಹಕರು ನೋಂದಾಯಿಸಿಕೊಂಡಿದ್ದು, ಇದರಿಂದ ಜಿಲ್ಲೆಯಲ್ಲಿ ಈವರೆಗೆ ಯೋಜನೆಯಡಿ ಶೇ.96.75ರಷ್ಟು ನೋಂದಣಿಯಾದಂತಾಗಿದೆ. ಮೂಲಭೂತ ಸೌಲಭ್ಯಗಳಲ್ಲೊಂದಾದ ವಿದ್ಯುಚ್ಛಕ್ತಿ ಸೌಲಭ್ಯವನ್ನು ಅರ್ಹ ನಾಗರಿಕರಿಗೆ ಉಚಿತವಾಗಿ ನೀಡುವ ದೃಷ್ಟಿಯಿಂದ ಗೃಹಜ್ಯೋತಿ ಯೋಜನೆಯನ್ನು ಜಾರಿಗೆ ತರಲಾಗಿದ್ದು, 2023ರ ಜೂನ್ 18 ರಿಂದ ಗ್ರಾಹಕರ ನೋಂದಣಿ ಕಾರ್ಯಕ್ಕೆ ಚಾಲನೆ ನೀಡಲಾಗಿದೆ. ಗೃಹ ಜ್ಯೋತಿ ಯೋಜನೆಯ ಲಾಭ ಪಡೆಯಲಿಚ್ಛಿಸುವ ಫಲಾನುಭವಿಗಳು ವಿಶೇಷವಾಗಿ ಸೃಜಿಸಲಾಗಿರುವ ಸೇವಾ ಸಿಂಧು ಪೋರ್ಟಲ್ ನಲ್ಲಿ ನೋಂದಾಯಿಸಿಕೊಳ್ಳಲು ಅವಕಾಶ ಕಲ್ಪಿಸಲಾಗಿದೆ. ಈ ಯೋಜನೆಯು ಗ್ರಾಹಕರಿಗೆ ಪ್ರತಿ ಮನೆಗೆ ಮಾಹೆಯಾನ ಗರಿಷ್ಠ 200 ಯೂನಿಟ್ ಗಳವರೆಗೆ ವಿದ್ಯುತ್ ಬಳಕೆ [38,1839,248,2137]
important-day-row [1122,627,1457,643]
important-day-row [1122,859,1457,875]
important-day-title: ರಾಷ್ಟ್ರೀಯ ಸಂಪರ್ಕ ಸಂರಕ್ಷಣೆಯ ವಿಶ್ವ ಪರಂಪರೆ ದಿನ [1235,677,1445,692]
important-day-date: ನವೆಂಬರ್ 10 [1122,362,1184,377]
